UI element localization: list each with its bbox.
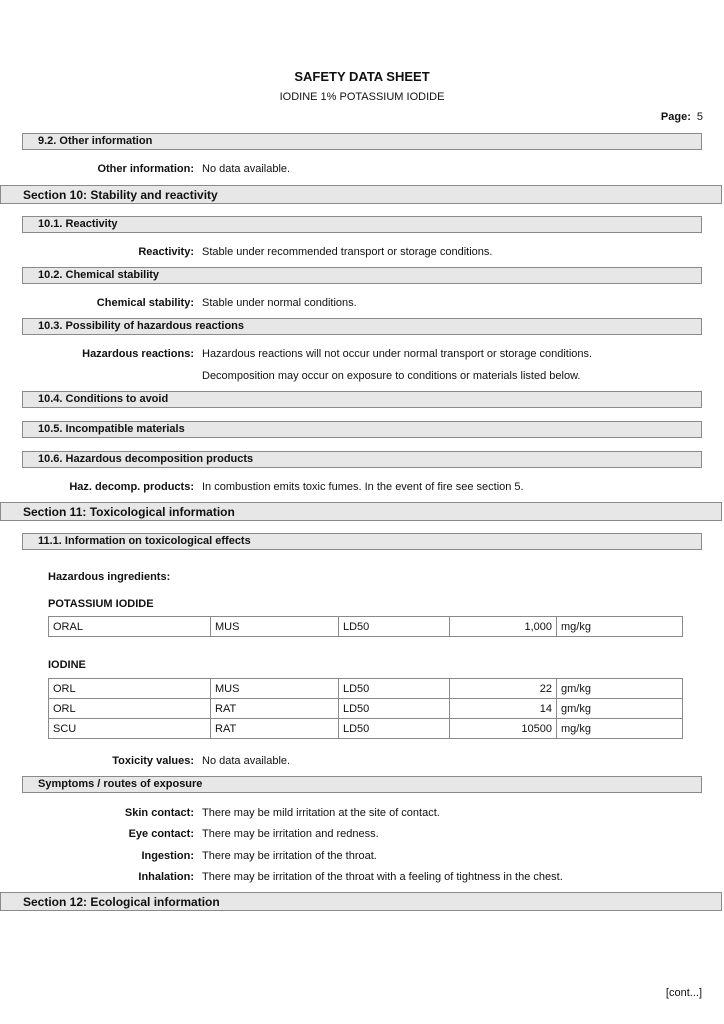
subsection-9-2-heading: 9.2. Other information bbox=[22, 133, 702, 150]
page-indicator bbox=[661, 111, 703, 123]
toxicity-table-iodine bbox=[48, 678, 683, 739]
test-cell: LD50 bbox=[339, 679, 450, 699]
subsection-10-3-heading: 10.3. Possibility of hazardous reactions bbox=[22, 318, 702, 335]
field-value: Stable under recommended transport or storage conditions. bbox=[202, 246, 493, 258]
table-row bbox=[49, 679, 683, 699]
field-value: There may be mild irritation at the site of contact. bbox=[202, 807, 440, 819]
field-haz-decomp-products bbox=[0, 479, 724, 495]
field-hazardous-reactions-cont bbox=[0, 368, 724, 384]
continued-marker: [cont...] bbox=[665, 987, 702, 999]
field-eye-contact bbox=[0, 826, 724, 842]
field-label: Other information: bbox=[97, 163, 194, 175]
field-hazardous-reactions bbox=[0, 346, 724, 362]
field-label: Reactivity: bbox=[138, 246, 194, 258]
field-value: There may be irritation of the throat with a feeling of tightness in the chest. bbox=[202, 871, 563, 883]
table-row bbox=[49, 617, 683, 637]
value-cell: 1,000 bbox=[450, 617, 557, 637]
field-other-information bbox=[0, 161, 724, 177]
field-value: There may be irritation and redness. bbox=[202, 828, 379, 840]
route-cell: SCU bbox=[49, 719, 211, 739]
field-value: Hazardous reactions will not occur under normal transport or storage conditions. bbox=[202, 348, 593, 360]
unit-cell: mg/kg bbox=[557, 719, 683, 739]
test-cell: LD50 bbox=[339, 699, 450, 719]
test-cell: LD50 bbox=[339, 617, 450, 637]
subsection-10-4-heading: 10.4. Conditions to avoid bbox=[22, 391, 702, 408]
subsection-10-1-heading: 10.1. Reactivity bbox=[22, 216, 702, 233]
route-cell: ORAL bbox=[49, 617, 211, 637]
route-cell: ORL bbox=[49, 679, 211, 699]
field-label: Ingestion: bbox=[141, 850, 194, 862]
ingredient-name: POTASSIUM IODIDE bbox=[48, 598, 154, 610]
field-value: No data available. bbox=[202, 163, 291, 175]
field-value: No data available. bbox=[202, 755, 291, 767]
section-10-heading: Section 10: Stability and reactivity bbox=[0, 185, 722, 204]
page-label: Page: bbox=[660, 111, 691, 123]
field-chemical-stability bbox=[0, 295, 724, 311]
field-label: Hazardous reactions: bbox=[82, 348, 194, 360]
species-cell: MUS bbox=[211, 617, 339, 637]
subsection-10-5-heading: 10.5. Incompatible materials bbox=[22, 421, 702, 438]
species-cell: MUS bbox=[211, 679, 339, 699]
hazardous-ingredients-label: Hazardous ingredients: bbox=[48, 571, 171, 583]
field-label: Eye contact: bbox=[128, 828, 194, 840]
subsection-10-2-heading: 10.2. Chemical stability bbox=[22, 267, 702, 284]
section-11-heading: Section 11: Toxicological information bbox=[0, 502, 722, 521]
field-skin-contact bbox=[0, 805, 724, 821]
value-cell: 10500 bbox=[450, 719, 557, 739]
field-value: Stable under normal conditions. bbox=[202, 297, 357, 309]
table-row bbox=[49, 699, 683, 719]
unit-cell: gm/kg bbox=[557, 699, 683, 719]
document-title: SAFETY DATA SHEET bbox=[294, 69, 430, 84]
field-value: In combustion emits toxic fumes. In the event of fire see section 5. bbox=[202, 481, 524, 493]
test-cell: LD50 bbox=[339, 719, 450, 739]
page-number: 5 bbox=[696, 111, 703, 123]
field-label: Chemical stability: bbox=[96, 297, 194, 309]
field-inhalation bbox=[0, 869, 724, 885]
field-reactivity bbox=[0, 244, 724, 260]
route-cell: ORL bbox=[49, 699, 211, 719]
field-label: Toxicity values: bbox=[112, 755, 194, 767]
field-ingestion bbox=[0, 848, 724, 864]
table-row bbox=[49, 719, 683, 739]
field-label: Haz. decomp. products: bbox=[69, 481, 194, 493]
field-label: Skin contact: bbox=[124, 807, 194, 819]
species-cell: RAT bbox=[211, 699, 339, 719]
subsection-11-1-heading: 11.1. Information on toxicological effects bbox=[22, 533, 702, 550]
field-value: Decomposition may occur on exposure to conditions or materials listed below. bbox=[202, 370, 581, 382]
field-value: There may be irritation of the throat. bbox=[202, 850, 377, 862]
value-cell: 22 bbox=[450, 679, 557, 699]
unit-cell: gm/kg bbox=[557, 679, 683, 699]
field-toxicity-values bbox=[0, 753, 724, 769]
ingredient-name: IODINE bbox=[48, 659, 86, 671]
toxicity-table-potassium-iodide bbox=[48, 616, 683, 637]
subsection-10-6-heading: 10.6. Hazardous decomposition products bbox=[22, 451, 702, 468]
species-cell: RAT bbox=[211, 719, 339, 739]
value-cell: 14 bbox=[450, 699, 557, 719]
unit-cell: mg/kg bbox=[557, 617, 683, 637]
product-name: IODINE 1% POTASSIUM IODIDE bbox=[279, 91, 445, 103]
symptoms-heading: Symptoms / routes of exposure bbox=[22, 776, 702, 793]
field-label: Inhalation: bbox=[138, 871, 194, 883]
section-12-heading: Section 12: Ecological information bbox=[0, 892, 722, 911]
